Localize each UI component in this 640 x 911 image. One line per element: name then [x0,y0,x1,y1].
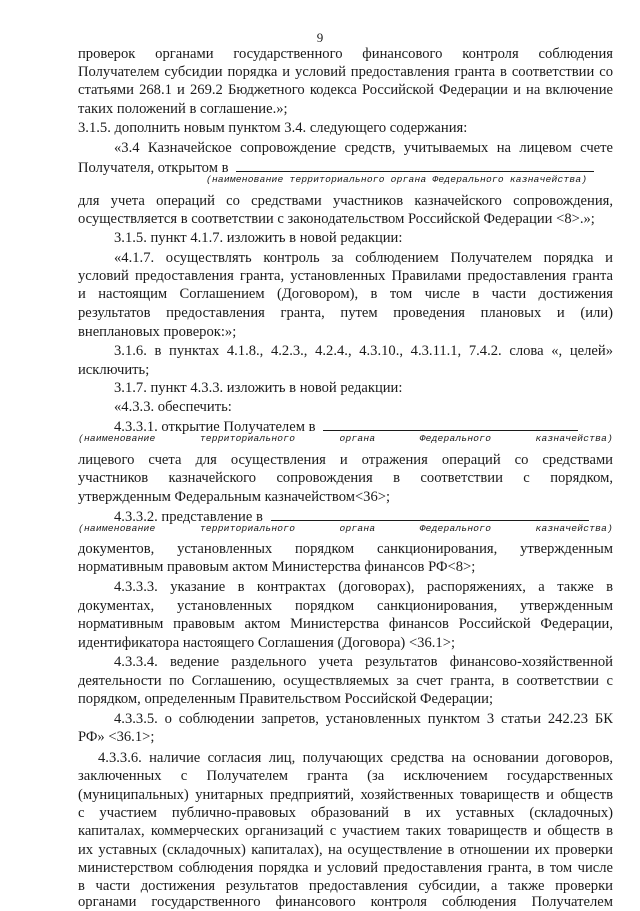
text-line: и настоящим Соглашением (Договором), в том числе в части достижения [78,286,613,302]
text-line: в части достижения результатов предоставления субсидии, а также проверки [78,878,613,894]
text-line: заключенных с Получателем гранта (за исключением государственных [78,768,613,784]
field-caption: (наименование территориального органа Федерального казначейства) [78,523,613,534]
text-line: министерством соблюдения порядка и условий предоставления гранта, в том числе [78,860,613,876]
text-line: Получателем субсидии порядка и условий предоставления гранта в соответствии со [78,64,613,80]
text-line: органами государственного финансового контроля соблюдения Получателем [78,894,613,910]
text-line: РФ» <36.1>; [78,729,155,745]
text-line: «4.1.7. осуществлять контроль за соблюдением Получателем порядка и [114,250,613,266]
text-line: 4.3.3.4. ведение раздельного учета результатов финансово-хозяйственной [114,654,613,670]
text-line: таких положений в соглашение.»; [78,101,288,117]
blank-field-line [236,158,594,172]
text-line: 4.3.3.3. указание в контрактах (договорах), распоряжениях, а также в [114,579,613,595]
text-line: утвержденным Федеральным казначейством<36>; [78,489,391,505]
text-line: «4.3.3. обеспечить: [114,399,232,415]
page-number: 9 [316,30,324,45]
text-line: документов, установленных порядком санкционирования, утвержденным [78,541,613,557]
field-caption: (наименование территориального органа Федерального казначейства) [206,174,588,185]
text-line: нормативным правовым актом Министерства финансов РФ<8>; [78,559,476,575]
text-line: для учета операций со средствами участников казначейского сопровождения, [78,193,613,209]
text-line-label: Получателя, открытом в [78,160,229,176]
text-line: лицевого счета для осуществления и отражения операций со средствами [78,452,613,468]
text-line: их уставных (складочных) капиталах), на осуществление в отношении их проверки [78,842,613,858]
text-line-label: 4.3.3.2. представление в [114,509,263,525]
text-line-label: 4.3.3.1. открытие Получателем в [114,419,316,435]
text-line: документах, установленных порядком санкционирования, утвержденным [78,598,613,614]
text-line: 3.1.5. пункт 4.1.7. изложить в новой редакции: [114,230,403,246]
text-line: условий предоставления гранта, установленных Правилами предоставления гранта [78,268,613,284]
text-line: (муниципальных) унитарных предприятий, хозяйственных товариществ и обществ [78,787,613,803]
text-line: деятельности по Соглашению, осуществляемых за счет гранта, в соответствии с [78,673,613,689]
text-line: нормативным правовым актом Министерства финансов Российской Федерации, [78,616,613,632]
text-line: порядком, определенным Правительством Российской Федерации; [78,691,494,707]
text-line: исключить; [78,362,150,378]
blank-field-line [271,507,589,521]
text-line: внеплановых проверок:»; [78,324,237,340]
text-line: осуществляется в соответствии с законодательством Российской Федерации <8>.»; [78,211,595,227]
text-line: капиталах, коммерческих организаций с участием таких товариществ и обществ в [78,823,613,839]
blank-field-line [323,417,578,431]
field-caption: (наименование территориального органа Федерального казначейства) [78,433,613,444]
text-line: 4.3.3.5. о соблюдении запретов, установленных пунктом 3 статьи 242.23 БК [114,711,613,727]
text-line: 3.1.7. пункт 4.3.3. изложить в новой редакции: [114,380,403,396]
text-line: с участием публично-правовых образований в их уставных (складочных) [78,805,613,821]
text-line: «3.4 Казначейское сопровождение средств, учитываемых на лицевом счете [114,140,613,156]
text-line: результатов предоставления гранта, путем проведения плановых и (или) [78,305,613,321]
text-line: статьями 268.1 и 269.2 Бюджетного кодекса Российской Федерации и на включение [78,82,613,98]
text-line: 3.1.6. в пунктах 4.1.8., 4.2.3., 4.2.4., 4.3.10., 4.3.11.1, 7.4.2. слова «, целей» [114,343,613,359]
text-line: 3.1.5. дополнить новым пунктом 3.4. следующего содержания: [78,120,468,136]
text-line: участников казначейского сопровождения в соответствии с порядком, [78,470,613,486]
text-line: проверок органами государственного финансового контроля соблюдения [78,46,613,62]
text-line: идентификатора настоящего Соглашения (Договора) <36.1>; [78,635,455,651]
text-line: 4.3.3.6. наличие согласия лиц, получающих средства на основании договоров, [98,750,613,766]
